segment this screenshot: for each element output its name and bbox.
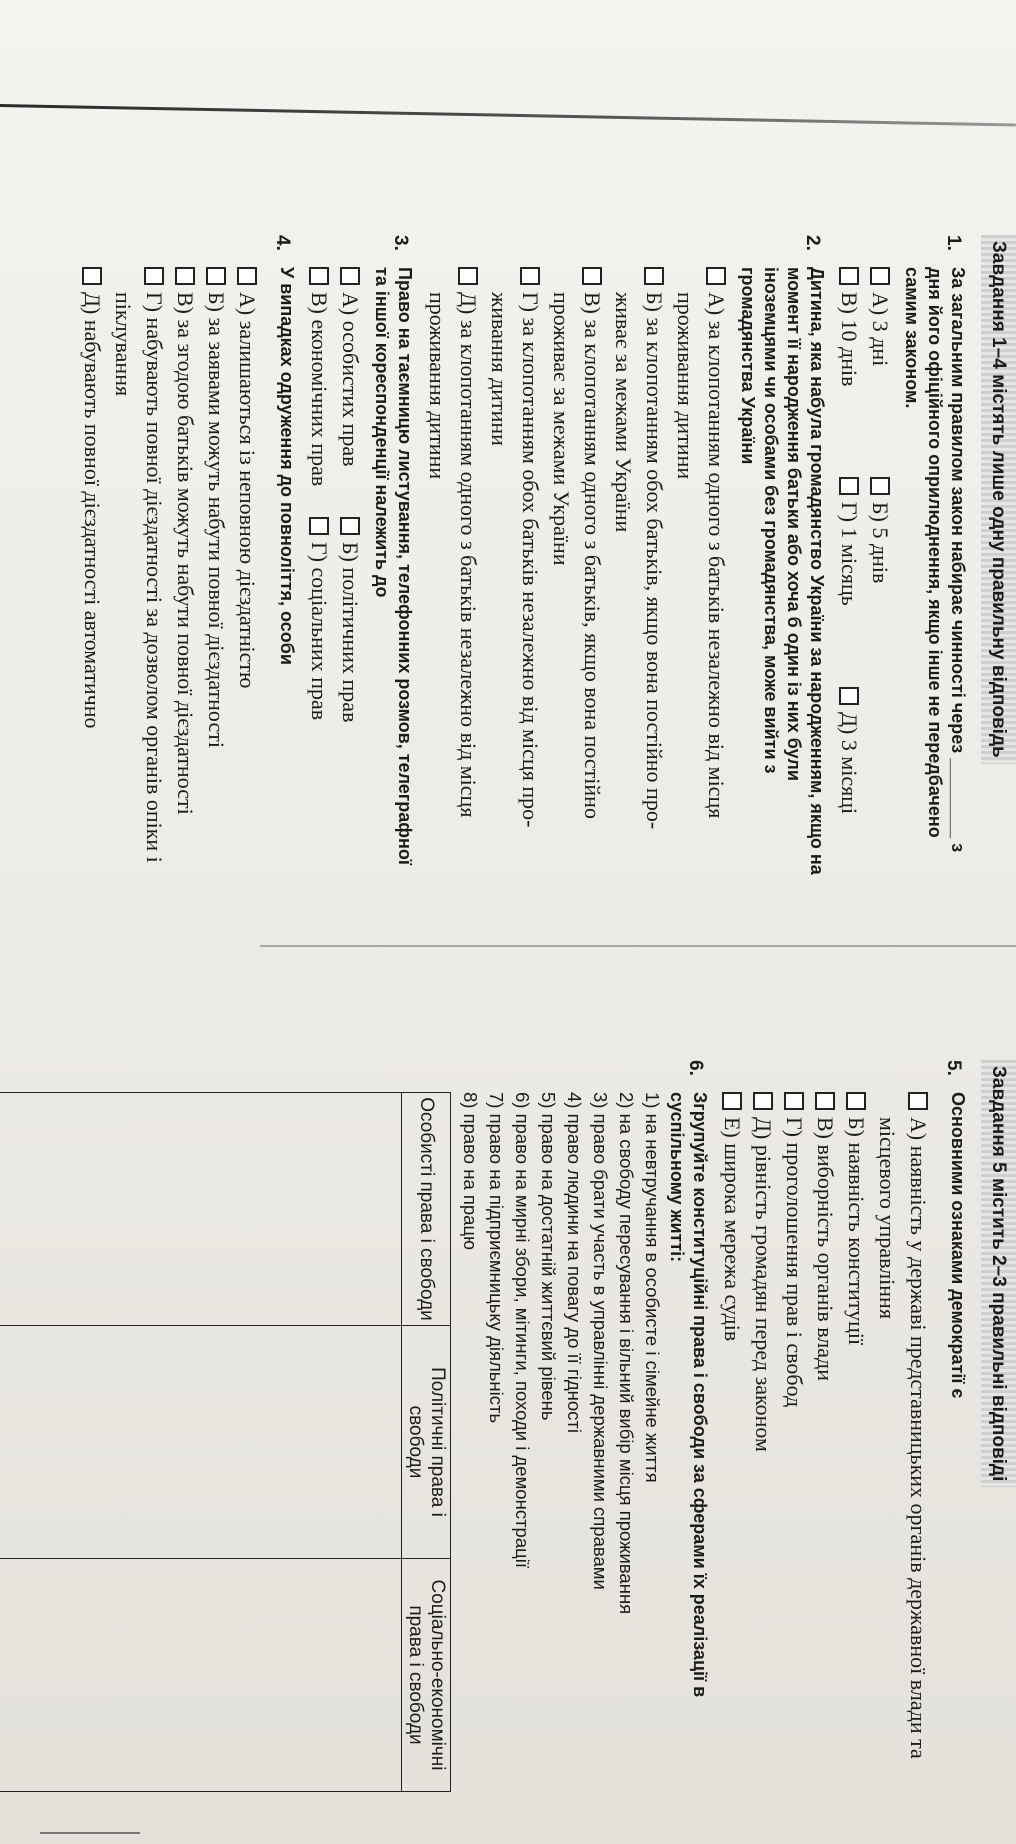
table-header: Особисті права і свободи [402,1093,451,1326]
answer-cell[interactable] [0,1093,402,1326]
question-text: Дитина, яка набула громадянство України за народженням, якщо на момент її народження батьки або хоча б один із них були іноземцями чи особами без громадянства, може вийти з громадянства України [738,267,827,875]
question-text: Право на таємницю листування, телефонних розмов, телеграфної та іншої кореспонденції належить до [372,267,415,865]
checkbox-icon[interactable] [908,1092,928,1110]
question-number: 1. [943,235,964,251]
options [717,1092,934,1800]
list-item: 2) на свободу пересування і вільний вибір місця проживання [616,1092,637,1615]
question-2 [422,235,828,875]
checkbox-icon[interactable] [815,1092,835,1110]
checkbox-icon[interactable] [340,267,360,285]
question-5 [717,1060,969,1800]
options [422,267,732,875]
checkbox-icon[interactable] [458,267,478,285]
checkbox-icon[interactable] [175,267,195,285]
options [77,267,263,875]
checkbox-icon[interactable] [846,1092,866,1110]
question-number: 2. [802,235,823,251]
option[interactable]: В) економічних прав [304,267,335,507]
checkbox-icon[interactable] [839,267,859,285]
option[interactable]: Г) набувають повної дієздатності за дозволом органів опіки і піклування [108,267,170,875]
section-header: Завдання 5 містить 2–3 правильні відповіді [981,1060,1016,1487]
table-header: Соціально-економічні права і свободи [402,1559,451,1792]
checkbox-icon[interactable] [706,267,726,285]
list-item: 6) право на мирні збори, мітинги, походи і демонстрації [512,1092,533,1568]
option[interactable]: Г) соціальних прав [304,517,335,757]
checkbox-icon[interactable] [784,1092,804,1110]
option[interactable]: Д) за клопотанням одного з батьків незалежно від місця проживання дитини [422,267,484,875]
question-text: У випадках одруження до повноліття, особи [277,267,297,665]
question-text: Згрупуйте конституційні права і свободи за сферами їх реалізації в суспільному житті: [667,1092,710,1698]
option[interactable]: Д) набувають повної дієздатності автоматично [77,267,108,875]
checkbox-icon[interactable] [237,267,257,285]
option[interactable]: Б) політичних прав [335,517,366,757]
question-1 [834,235,969,875]
list-item: 1) на невтручання в особисте і сімейне життя [642,1092,663,1483]
checkbox-icon[interactable] [644,267,664,285]
checkbox-icon[interactable] [582,267,602,285]
option[interactable]: Г) проголошення прав і свобод [779,1092,810,1800]
checkbox-icon[interactable] [206,267,226,285]
checkbox-icon[interactable] [309,517,329,535]
option[interactable]: Г) 1 місяць [834,477,865,677]
list-item: 8) право на працю [460,1092,481,1250]
question-text: За загальним правилом закон набирає чинності через ________ з дня його офіційного оприлюднення, якщо інше не передбачено самим законом. [902,267,968,853]
answer-cell[interactable] [0,1559,402,1792]
option[interactable]: Б) за заявами можуть набути повної дієздатності [201,267,232,875]
option[interactable]: Г) за клопотанням обох батьків незалежно від місця проживання дитини [484,267,546,875]
section-header: Завдання 1–4 містять лише одну правильну відповідь [981,235,1016,764]
checkbox-icon[interactable] [520,267,540,285]
left-column [71,235,1016,875]
option[interactable]: Б) за клопотанням обох батьків, якщо вона постійно проживає за межами України [608,267,670,875]
question-number: 3. [390,235,411,251]
list-item: 7) право на підприємницьку діяльність [486,1092,507,1424]
option[interactable]: А) особистих прав [335,267,366,507]
checkbox-icon[interactable] [753,1092,773,1110]
question-3 [304,235,416,875]
checkbox-icon[interactable] [82,267,102,285]
checkbox-icon[interactable] [309,267,329,285]
question-4 [77,235,298,875]
option[interactable]: В) виборність органів влади [810,1092,841,1800]
answer-table [0,1092,451,1792]
checkbox-icon[interactable] [144,267,164,285]
option[interactable]: В) 10 днів [834,267,865,467]
option[interactable]: А) наявність у державі представницьких органів державної влади та місцевого управління [872,1092,934,1800]
list-item: 3) право брати участь в управлінні державними справами [590,1092,611,1590]
option[interactable]: Б) наявність конституції [841,1092,872,1800]
table-header: Політичні права і свободи [402,1326,451,1559]
option[interactable]: А) за клопотанням одного з батьків незалежно від місця проживання дитини [670,267,732,875]
question-number: 4. [272,235,293,251]
option[interactable]: В) за згодою батьків можуть набути повної дієздатності [170,267,201,875]
question-number: 5. [943,1060,964,1076]
list-item: 5) право на достатній життєвий рівень [538,1092,559,1421]
option[interactable]: Е) широка мережа судів [717,1092,748,1800]
option[interactable]: Д) 3 місяці [834,687,865,887]
option[interactable]: В) за клопотанням одного з батьків, якщо вона постійно проживає за межами України [546,267,608,875]
options [834,267,896,875]
checkbox-icon[interactable] [340,517,360,535]
question-text: Основними ознаками демократії є [948,1092,968,1399]
option[interactable]: А) 3 дні [865,267,896,467]
answer-cell[interactable] [0,1326,402,1559]
option[interactable]: Б) 5 днів [865,477,896,677]
question-number: 6. [685,1060,706,1076]
list-item: 4) право людини на повагу до її гідності [564,1092,585,1433]
checkbox-icon[interactable] [870,267,890,285]
options [304,267,366,875]
checkbox-icon[interactable] [839,687,859,705]
checkbox-icon[interactable] [839,477,859,495]
question-6 [0,1060,711,1800]
checkbox-icon[interactable] [870,477,890,495]
right-column [0,1060,1016,1800]
option[interactable]: Д) рівність громадян перед законом [748,1092,779,1800]
option[interactable]: А) залишаються із неповною дієздатністю [232,267,263,875]
checkbox-icon[interactable] [722,1092,742,1110]
